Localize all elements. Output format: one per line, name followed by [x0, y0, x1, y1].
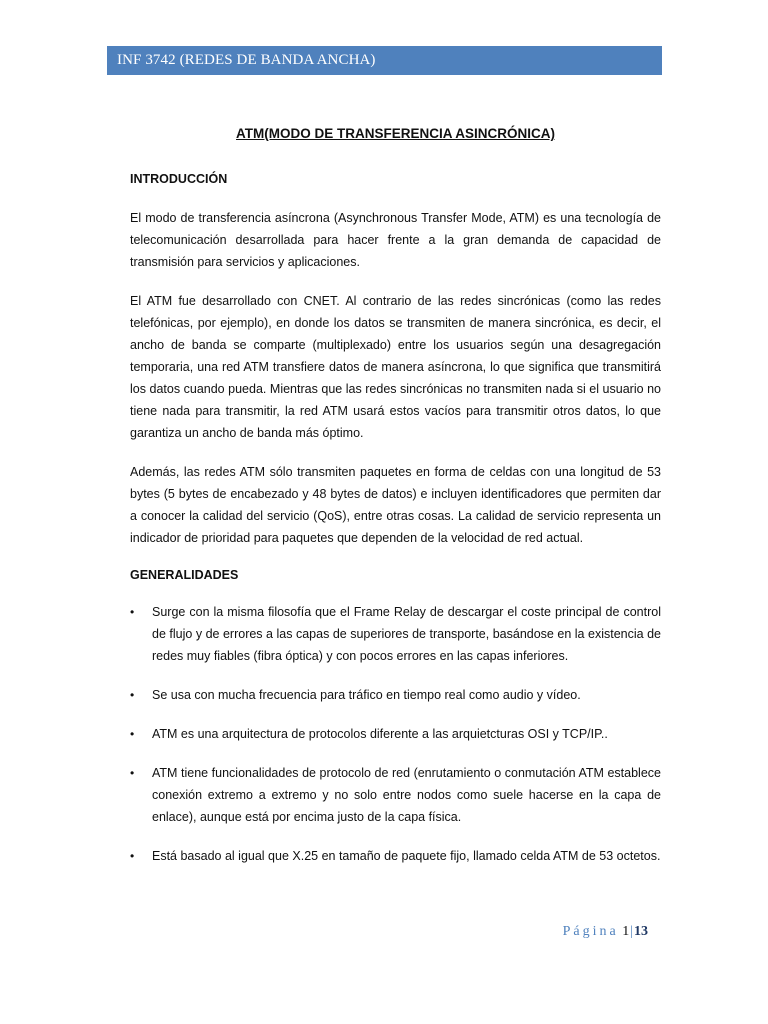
page-number: 1 — [622, 924, 630, 939]
bullet-icon: • — [130, 605, 135, 619]
list-item — [130, 762, 661, 828]
introduction-heading: INTRODUCCIÓN — [130, 172, 228, 186]
list-item-text: Está basado al igual que X.25 en tamaño de paquete fijo, llamado celda ATM de 53 octetos. — [152, 849, 661, 863]
intro-paragraph-2: El ATM fue desarrollado con CNET. Al contrario de las redes sincrónicas (como las redes telefónicas, por ejemplo), en donde los datos se transmiten de manera sincrónica, es decir, el ancho de banda se comparte (multiplexado) entre los usuarios según una desagregación temporaria, una red ATM transfiere datos de manera asíncrona, lo que significa que transmitirá los datos cuando pueda. Mientras que las redes sincrónicas no transmiten nada si el usuario no tiene nada para transmitir, la red ATM usará estos vacíos para transmitir otros datos, lo que garantiza un ancho de banda más óptimo. — [130, 294, 661, 440]
bullet-icon: • — [130, 727, 135, 741]
page-separator: | — [630, 924, 633, 939]
generalities-heading: GENERALIDADES — [130, 568, 239, 582]
list-item-text: ATM tiene funcionalidades de protocolo de red (enrutamiento o conmutación ATM establece conexión extremo a extremo y no solo entre nodos como suele hacerse en la capa de enlace), aunque está por encima justo de la capa física. — [152, 766, 661, 824]
document-body — [130, 124, 661, 867]
course-title: INF 3742 (REDES DE BANDA ANCHA) — [117, 52, 376, 68]
intro-paragraph-3: Además, las redes ATM sólo transmiten paquetes en forma de celdas con una longitud de 53 bytes (5 bytes de encabezado y 48 bytes de datos) e incluyen identificadores que permiten dar a conocer la calidad del servicio (QoS), entre otras cosas. La calidad de servicio representa un indicador de prioridad para paquetes que dependen de la velocidad de red actual. — [130, 465, 661, 545]
list-item — [130, 845, 661, 867]
header-bar — [107, 46, 662, 75]
list-item — [130, 723, 661, 745]
bullet-icon: • — [130, 849, 135, 863]
generalities-list — [130, 601, 661, 867]
list-item-text: Surge con la misma filosofía que el Frame Relay de descargar el coste principal de control de flujo y de errores a las capas de superiores de transporte, basándose en la existencia de redes muy fiables (fibra óptica) y con pocos errores en las capas inferiores. — [152, 605, 661, 663]
list-item — [130, 601, 661, 667]
bullet-icon: • — [130, 688, 135, 702]
list-item-text: Se usa con mucha frecuencia para tráfico en tiempo real como audio y vídeo. — [152, 688, 581, 702]
total-pages: 13 — [634, 924, 648, 939]
intro-paragraph-1: El modo de transferencia asíncrona (Asynchronous Transfer Mode, ATM) es una tecnología de telecomunicación desarrollada para hacer frente a la gran demanda de capacidad de transmisión para servicios y aplicaciones. — [130, 211, 661, 269]
bullet-icon: • — [130, 766, 135, 780]
page-label: Página — [562, 924, 619, 939]
document-title: ATM(MODO DE TRANSFERENCIA ASINCRÓNICA) — [236, 126, 555, 141]
page-footer — [563, 924, 648, 940]
list-item — [130, 684, 661, 706]
list-item-text: ATM es una arquitectura de protocolos diferente a las arquietcturas OSI y TCP/IP.. — [152, 727, 608, 741]
